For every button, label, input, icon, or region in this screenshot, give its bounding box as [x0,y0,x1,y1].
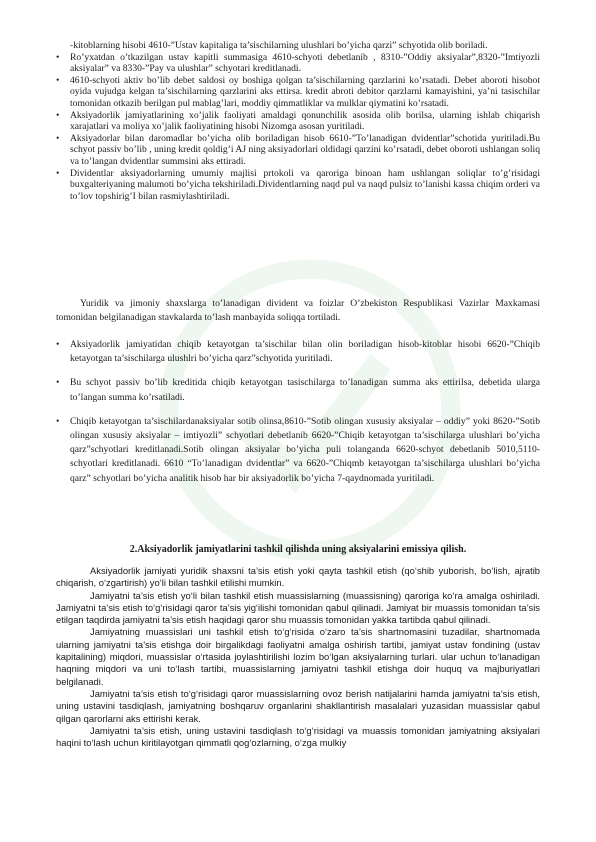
list-item: • Ro’yxatdan o’tkazilgan ustav kapitli summasiga 4610-schyoti debetlanib , 8310-”Oddiy aksiyalar”,8320-”Imtiyozli aksiyalar” va 8330-”Pay va ulushlar” schyotari kreditlanadi. [56,52,540,75]
list-item: • Dividentlar aksiyadorlarning umumiy majlisi prtokoli va qaroriga binoan ham ushlangan soliqlar to’g’risidagi buxgalteriyaning malumoti bo’yicha tekshiriladi.Dividentlarning naqd pul va naqd pulsiz to’lanishi kassa chiqim orderi va to’lov topshirig’I bilan rasmiylashtiriladi. [56,168,540,203]
section-body [56,565,540,749]
list-item: • Chiqib ketayotgan ta’sischilardanaksiyalar sotib olinsa,8610-”Sotib olingan xususiy aksiyalar – oddiy” yoki 8620-”Sotib olingan xususiy aksiyalar – imtiyozli” schyotlari debetlanib 6620-”Chiqib ketayotgan ta’sischilarga ulushlari bo’yicha qarz”schyotlari kreditlanadi.Sotib olingan aksiyalar bo’yicha puli tolanganda 6620-schyot debetlanib 5010,5110-schyotlari kreditlanadi. 6610 “To’lanadigan dvidentlar” va 6620-”Chiqmb ketayotgan ta’sischilarga ulushlari bo’yicha qarz” schyotlari bo’yicha analitik hisob har bir aksiyadorlik bo’yicha 7-qaydnomada yuritiladi. [56,415,540,486]
section-accounting-notes [56,40,540,202]
bullet-list-1 [56,52,540,203]
body-paragraph: Jamiyatni ta’sis etish, uning ustavini tasdiqlash to‘g‘risidagi va muassis tomonidan jamiyatning aksiyalari haqini to‘lash uchun kiritilayotgan qimmatli qog‘ozlarning, o‘zga mulkiy [56,724,540,749]
list-item: • Aksiyadorlik jamiyatidan chiqib ketayotgan ta’sischilar bilan olin boriladigan hisob-kitoblar hisobi 6620-”Chiqib ketayotgan ta’sischilarga ulushlri bo’yicha qarz”schyotida yuritiladi. [56,338,540,366]
body-paragraph: Aksiyadorlik jamiyati yuridik shaxsni ta’sis etish yoki qayta tashkil etish (qo‘shib yuborish, bo‘lish, ajratib chiqarish, o‘zgartirish) yo‘li bilan tashkil etilishi mumkin. [56,565,540,589]
list-item: • Aksiyadorlar bilan daromadlar bo’yicha olib boriladigan hisob 6610-”To’lanadigan dvidentlar”schotida yuritiladi.Bu schyot passiv bo’lib , uning kredit qoldig’i AJ ning aksiyadorlari oldidagi qarzini ko’rsatadi, debet oboroti ushlangan soliq va to’langan dvidentlar summsini aks ettiradi. [56,133,540,168]
bullet-list-2 [56,338,540,496]
section-heading: 2.Aksiyadorlik jamiyatlarini tashkil qilishda uning aksiyalarini emissiya qilish. [129,544,467,555]
list-item: • 4610-schyoti aktiv bo’lib debet saldosi oy boshiga qolgan ta’sischilarning qarzlarini ko’rsatadi. Debet aboroti hisobot oyida vujudga kelgan ta’sischilarning qarzlarini aks ettirsa. kredit abroti debitor qarzlarni kamayishini, ya’ni tasischilar tomonidan otkazib berilgan pul mablag’lari, moddiy qimmatliklar va mulklar qiymatini ko’rsatadi. [56,75,540,110]
continuation-paragraph: -kitoblarning hisobi 4610-”Ustav kapitaliga ta’sischilarning ulushlari bo’yicha qarzi” schyotida olib boriladi. [70,40,488,51]
body-paragraph: Jamiyatning muassislari uni tashkil etish to‘g‘risida o‘zaro ta’sis shartnomasini tuzadilar, shartnomada ularning jamiyatni ta’sis etishga doir birgalikdagi faoliyatni amalga oshirish tartibi, jamiyat ustav fondining (ustav kapitalining) miqdori, muassislar o‘rtasida joylashtirilishi lozim bo‘lgan aksiyalarning turlari. ular uchun to‘lanadigan haqning miqdori va uni to‘lash tartibi, muassislarning jamiyatni tashkil etishga doir huquq va majburiyatlari belgilanadi. [56,626,540,687]
list-item: • Aksiyadorlik jamiyatlarining xo’jalik faoliyati amaldagi qonunchilik asosida olib borilsa, ularning ishlab chiqarish xarajatlari va moliya xo’jalik faoliyatining hisobi Nizomga asosan yuritiladi. [56,110,540,133]
list-item: • Bu schyot passiv bo’lib kreditida chiqib ketayotgan tasischilarga to’lanadigan summa aks ettirilsa, debetida ularga to’langan summa ko’rsatiladi. [56,376,540,404]
body-paragraph: Jamiyatni ta’sis etish to‘g‘risidagi qaror muassislarning ovoz berish natijalarini hamda jamiyatni ta’sis etish, uning ustavini tasdiqlash, jamiyatning boshqaruv organlarini shakllantirish masalalari yuzasidan muassislar qabul qilgan qarorlarni aks ettirishi kerak. [56,687,540,724]
intro-paragraph: Yuridik va jimoniy shaxslarga to’lanadigan divident va foizlar O’zbekiston Respublikasi Vazirlar Maxkamasi tomonidan belgilanadigan stavkalarda to’lash manbayida soliqqa tortiladi. [56,298,540,324]
body-paragraph: Jamiyatni ta’sis etish yo‘li bilan tashkil etish muassislarning (muassisning) qaroriga ko‘ra amalga oshiriladi. Jamiyatni ta’sis etish to‘g‘risidagi qaror ta’sis yig‘ilishi tomonidan qabul qilinadi. Jamiyat bir muassis tomonidan ta’sis etilgan taqdirda jamiyatni ta’sis etish haqidagi qaror shu muassis tomonidan yakka tartibda qabul qilinadi. [56,589,540,626]
